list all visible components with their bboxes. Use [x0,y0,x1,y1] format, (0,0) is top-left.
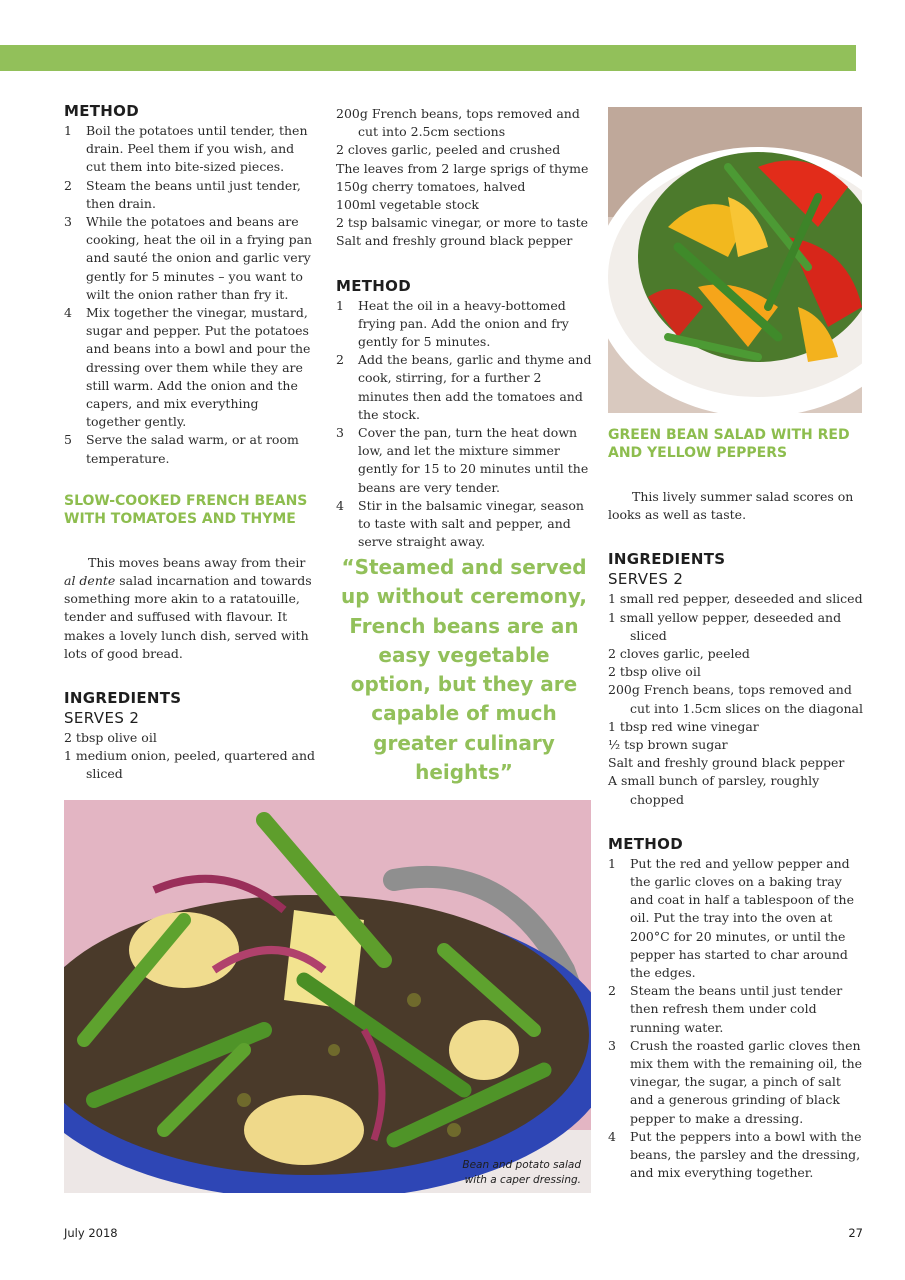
method-step: 3 Cover the pan, turn the heat down low, and let the mixture simmer gently for 15 to 20 minutes until the beans are very tender. [336,425,589,495]
recipe-intro-french-beans: This moves beans away from their al dente salad incarnation and towards something more akin to a ratatouille, tender and suffused with flavour. It makes a lovely lunch dish, served with lots of good bread. [64,554,312,661]
ingredient-item: 1 small red pepper, deseeded and sliced [608,591,863,607]
method-heading-3: METHOD [608,834,683,853]
pull-quote: “Steamed and served up without ceremony, French beans are an easy vegetable option, but they are capable of much greater culinary heights” [341,555,587,785]
column-left [64,102,316,784]
ingredient-item: 2 tbsp olive oil [64,730,157,746]
method-step: 2 Steam the beans until just tender then refresh them under cold running water. [608,983,843,1035]
ingredient-item: Salt and freshly ground black pepper [336,233,573,249]
method-steps-3 [608,855,866,1183]
ingredients-heading-1: INGREDIENTS [64,689,182,708]
method-heading-2: METHOD [336,276,411,295]
column-right [608,426,866,1183]
page-number: 27 [848,1226,863,1240]
ingredient-list-1-continued [336,105,592,251]
serves-label-3: SERVES 2 [608,570,684,589]
ingredient-item: 200g French beans, tops removed and cut into 1.5cm slices on the diagonal [608,682,863,716]
method-steps-1 [64,122,316,468]
method-heading-1: METHOD [64,102,139,120]
photo-pepper-salad [608,107,862,413]
method-step: 2 Add the beans, garlic and thyme and cook, stirring, for a further 2 minutes then add the tomatoes and the stock. [336,352,592,422]
method-step: 4 Put the peppers into a bowl with the beans, the parsley and the dressing, and mix everything together. [608,1128,862,1181]
ingredient-item: 150g cherry tomatoes, halved [336,178,526,194]
ingredient-item: 1 small yellow pepper, deseeded and sliced [608,609,842,643]
photo-caption: Bean and potato salad with a caper dressing. [462,1159,581,1186]
ingredient-item: 2 cloves garlic, peeled and crushed [336,142,561,158]
ingredient-item: 2 tbsp olive oil [608,664,701,680]
method-step: 3 While the potatoes and beans are cooking, heat the oil in a frying pan and sauté the onion and garlic very gently for 5 minutes – you want to wilt the onion rather than fry it. [64,214,313,302]
footer-date: July 2018 [64,1226,118,1240]
ingredient-item: ½ tsp brown sugar [608,737,728,753]
serves-label-1: SERVES 2 [64,709,140,728]
method-step: 1 Boil the potatoes until tender, then drain. Peel them if you wish, and cut them into bite-sized pieces. [64,123,308,175]
ingredient-list-1 [64,729,316,784]
ingredient-item: 2 tsp balsamic vinegar, or more to taste [336,215,589,231]
recipe-title-green-bean-salad: GREEN BEAN SALAD WITH RED AND YELLOW PEPPERS [608,427,850,461]
ingredient-item: 200g French beans, tops removed and cut into 2.5cm sections [336,106,580,140]
ingredient-item: The leaves from 2 large sprigs of thyme [336,160,589,176]
method-steps-2 [336,297,592,552]
method-step: 4 Stir in the balsamic vinegar, season to taste with salt and pepper, and serve straight away. [336,497,584,550]
method-step: 1 Put the red and yellow pepper and the garlic cloves on a baking tray and coat in half a tablespoon of the oil. Put the tray into the oven at 200°C for 20 minutes, or until the pepper has started to char around the edges. [608,855,854,981]
method-step: 5 Serve the salad warm, or at room temperature. [64,432,299,466]
method-step: 2 Steam the beans until just tender, then drain. [64,177,301,211]
header-color-bar [0,45,856,71]
ingredient-item: A small bunch of parsley, roughly chopped [608,773,820,807]
method-step: 3 Crush the roasted garlic cloves then mix them with the remaining oil, the vinegar, the sugar, a pinch of salt and a generous grinding of black pepper to make a dressing. [608,1037,863,1126]
ingredient-item: 2 cloves garlic, peeled [608,646,750,662]
ingredient-item: 100ml vegetable stock [336,197,479,213]
ingredient-item: 1 tbsp red wine vinegar [608,718,759,734]
ingredient-item: 1 medium onion, peeled, quartered and sliced [64,748,316,782]
recipe-title-french-beans: SLOW-COOKED FRENCH BEANS WITH TOMATOES AND THYME [64,492,308,527]
ingredients-heading-3: INGREDIENTS [608,550,726,569]
photo-bean-potato-salad [64,800,591,1193]
column-middle [336,105,592,551]
ingredient-item: Salt and freshly ground black pepper [608,755,845,771]
ingredient-list-3 [608,590,866,808]
method-step: 4 Mix together the vinegar, mustard, sugar and pepper. Put the potatoes and beans into a bowl and pour the dressing over them while they are still warm. Add the onion and the capers, and mix everything together gently. [64,305,311,430]
method-step: 1 Heat the oil in a heavy-bottomed frying pan. Add the onion and fry gently for 5 minutes. [336,297,569,350]
recipe-intro-green-bean-salad: This lively summer salad scores on looks as well as taste. [608,489,854,523]
